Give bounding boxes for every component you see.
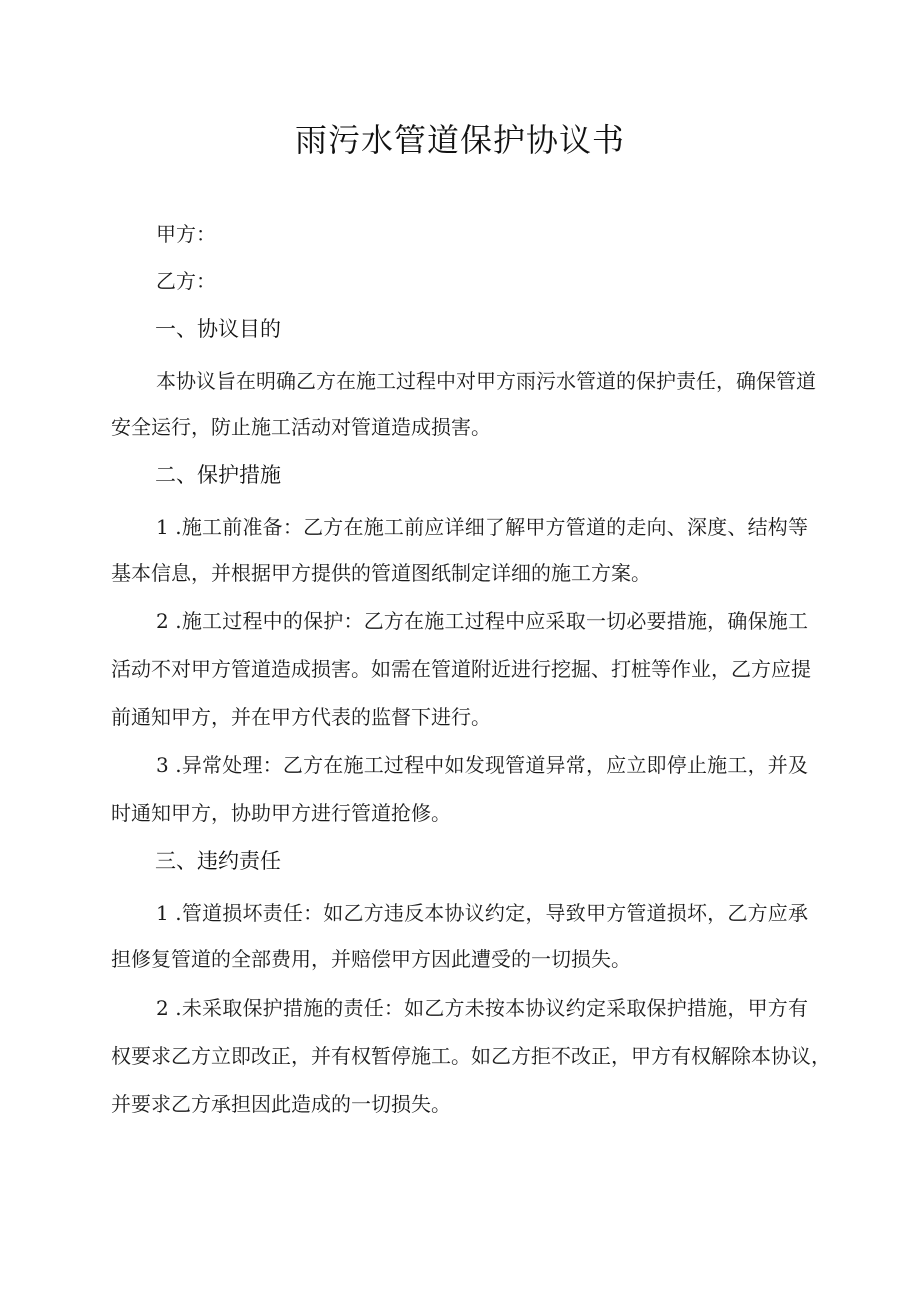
- list-item-line: 权要求乙方立即改正，并有权暂停施工。如乙方拒不改正，甲方有权解除本协议，: [111, 1044, 831, 1068]
- section-heading-purpose: 一、协议目的: [155, 317, 281, 341]
- section-heading-liability: 三、违约责任: [155, 849, 281, 873]
- list-item-line: 前通知甲方，并在甲方代表的监督下进行。: [111, 705, 491, 729]
- section-heading-measures: 二、保护措施: [155, 463, 281, 487]
- list-item-line: 并要求乙方承担因此造成的一切损失。: [111, 1092, 451, 1116]
- paragraph-line: 安全运行，防止施工活动对管道造成损害。: [111, 415, 491, 439]
- list-item-line: 2 .未采取保护措施的责任：如乙方未按本协议约定采取保护措施，甲方有: [156, 996, 808, 1020]
- document-title: 雨污水管道保护协议书: [294, 121, 625, 159]
- party-a-label: 甲方：: [156, 222, 216, 246]
- list-item-line: 3 .异常处理：乙方在施工过程中如发现管道异常，应立即停止施工，并及: [156, 753, 808, 777]
- list-item-line: 1 .施工前准备：乙方在施工前应详细了解甲方管道的走向、深度、结构等: [156, 515, 808, 539]
- list-item-line: 时通知甲方，协助甲方进行管道抢修。: [111, 801, 451, 825]
- list-item-line: 担修复管道的全部费用，并赔偿甲方因此遭受的一切损失。: [111, 947, 631, 971]
- list-item-line: 1 .管道损坏责任：如乙方违反本协议约定，导致甲方管道损坏，乙方应承: [156, 901, 808, 925]
- party-b-label: 乙方：: [156, 269, 216, 293]
- list-item-line: 2 .施工过程中的保护：乙方在施工过程中应采取一切必要措施，确保施工: [156, 609, 808, 633]
- paragraph-line: 本协议旨在明确乙方在施工过程中对甲方雨污水管道的保护责任，确保管道: [156, 369, 816, 393]
- list-item-line: 基本信息，并根据甲方提供的管道图纸制定详细的施工方案。: [111, 561, 651, 585]
- list-item-line: 活动不对甲方管道造成损害。如需在管道附近进行挖掘、打桩等作业，乙方应提: [111, 657, 811, 681]
